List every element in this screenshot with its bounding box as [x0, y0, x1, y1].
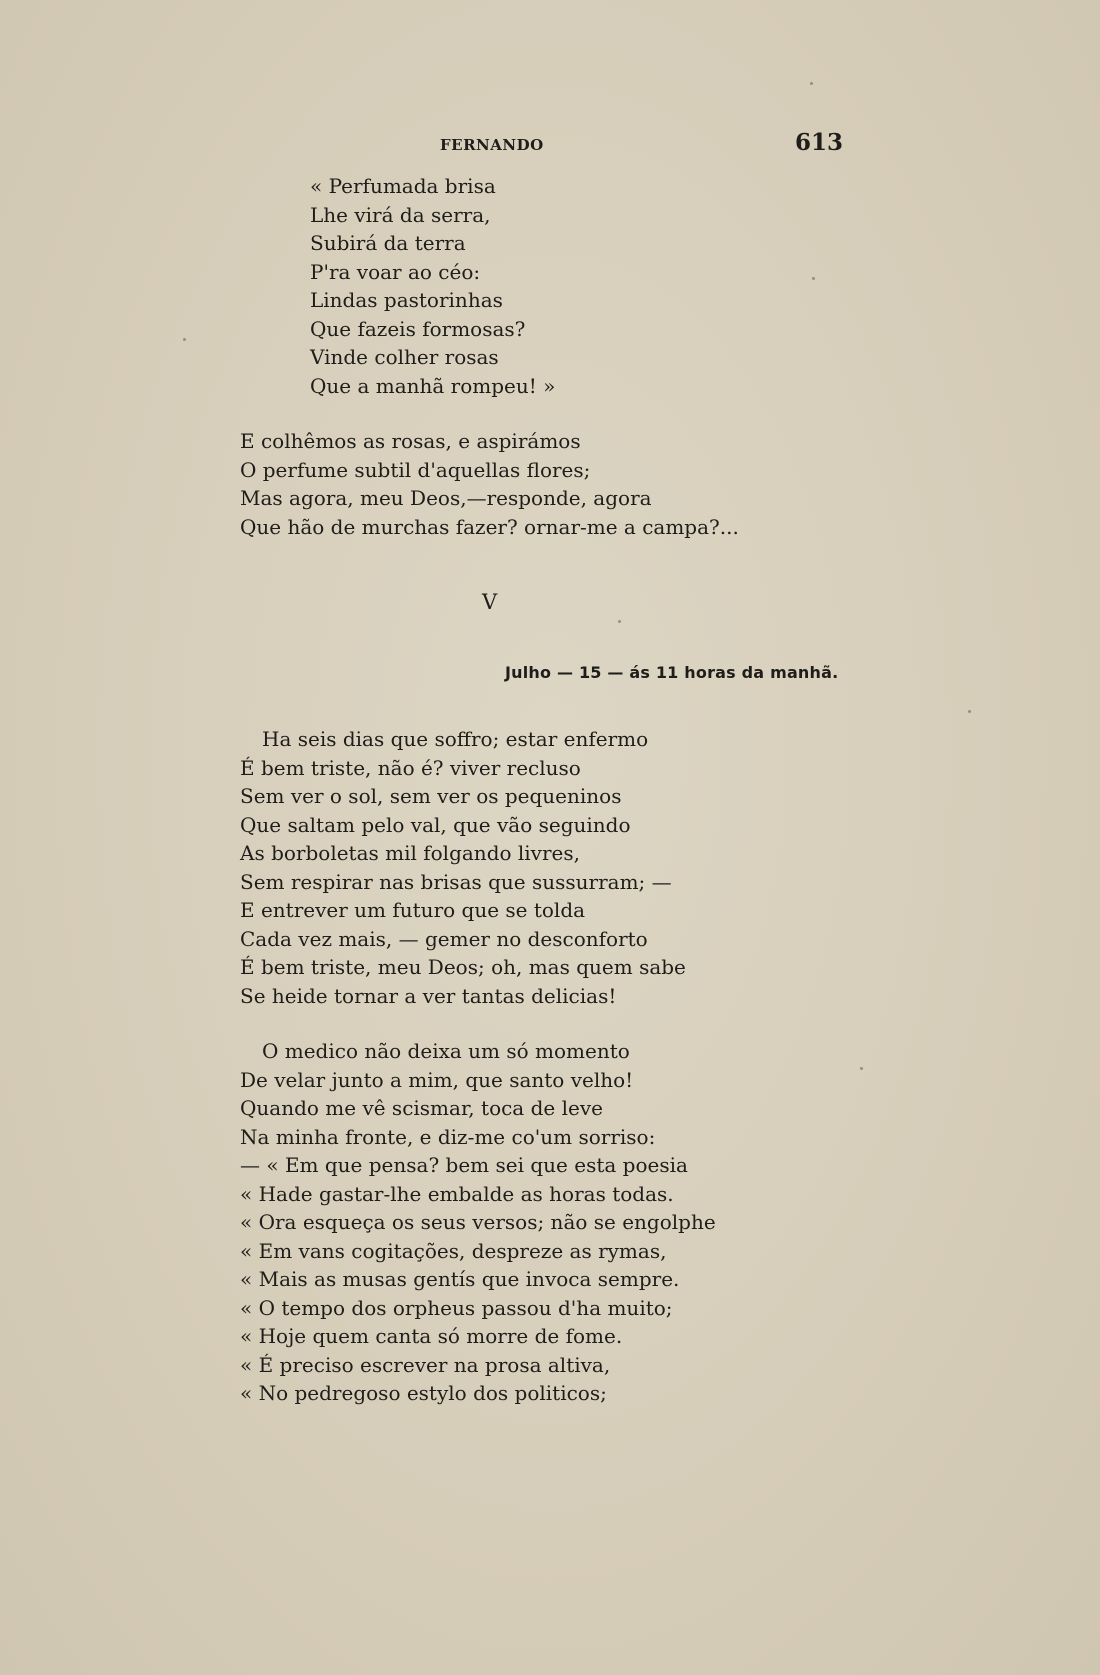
poem-line: « Mais as musas gentís que invoca sempre. — [240, 1267, 680, 1291]
poem-line: As borboletas mil folgando livres, — [240, 841, 580, 865]
poem-line: E colhêmos as rosas, e aspirámos — [240, 429, 581, 453]
poem-line: « Hoje quem canta só morre de fome. — [240, 1324, 623, 1348]
paper-speck — [618, 620, 621, 623]
poem-line: Vinde colher rosas — [310, 345, 499, 369]
poem-line: E entrever um futuro que se tolda — [240, 898, 586, 922]
poem-line: Na minha fronte, e diz-me co'um sorriso: — [240, 1124, 656, 1149]
poem-line: O perfume subtil d'aquellas flores; — [240, 457, 591, 482]
paper-speck — [860, 1067, 863, 1070]
page-number: 613 — [795, 129, 844, 156]
poem-line: « Ora esqueça os seus versos; não se engolphe — [240, 1210, 716, 1234]
poem-line: Que hão de murchas fazer? ornar-me a campa?... — [240, 514, 739, 539]
song-stanza — [310, 172, 555, 400]
poem-line: É bem triste, não é? viver recluso — [240, 755, 581, 780]
running-title: FERNANDO — [440, 136, 544, 154]
paper-speck — [183, 338, 186, 341]
poem-line: Cada vez mais, — gemer no desconforto — [240, 926, 648, 951]
poem-line: Se heide tornar a ver tantas delicias! — [240, 983, 617, 1008]
poem-line: Lindas pastorinhas — [310, 288, 503, 312]
poem-line: « O tempo dos orpheus passou d'ha muito; — [240, 1295, 673, 1320]
stanza-two — [240, 725, 686, 1010]
poem-line: Sem respirar nas brisas que sussurram; — — [240, 869, 672, 894]
poem-line: Que fazeis formosas? — [310, 316, 526, 341]
section-numeral: V — [482, 590, 498, 614]
paper-speck — [810, 82, 813, 85]
poem-line: « Perfumada brisa — [310, 174, 496, 198]
poem-line: Mas agora, meu Deos,—responde, agora — [240, 486, 652, 510]
poem-line: « É preciso escrever na prosa altiva, — [240, 1352, 611, 1377]
poem-line: « Hade gastar-lhe embalde as horas todas. — [240, 1181, 674, 1206]
poem-line: De velar junto a mim, que santo velho! — [240, 1067, 634, 1092]
dateline: Julho — 15 — ás 11 horas da manhã. — [505, 663, 839, 682]
poem-line: Quando me vê scismar, toca de leve — [240, 1096, 603, 1120]
poem-line: « Em vans cogitações, despreze as rymas, — [240, 1238, 667, 1263]
poem-line: Subirá da terra — [310, 231, 466, 255]
poem-line: Ha seis dias que soffro; estar enfermo — [262, 727, 649, 751]
poem-line: Sem ver o sol, sem ver os pequeninos — [240, 784, 622, 808]
paper-speck — [968, 710, 971, 713]
poem-line: Lhe virá da serra, — [310, 202, 491, 227]
poem-line: O medico não deixa um só momento — [262, 1039, 630, 1063]
poem-line: Que saltam pelo val, que vão seguindo — [240, 812, 631, 837]
poem-line: É bem triste, meu Deos; oh, mas quem sabe — [240, 955, 686, 979]
stanza-three — [240, 1037, 716, 1408]
poem-line: « No pedregoso estylo dos politicos; — [240, 1381, 607, 1405]
paper-speck — [812, 277, 815, 280]
poem-line: P'ra voar ao céo: — [310, 259, 481, 284]
stanza-after-song — [240, 427, 739, 541]
poem-line: Que a manhã rompeu! » — [310, 373, 556, 398]
poem-line: — « Em que pensa? bem sei que esta poesia — [240, 1153, 688, 1177]
